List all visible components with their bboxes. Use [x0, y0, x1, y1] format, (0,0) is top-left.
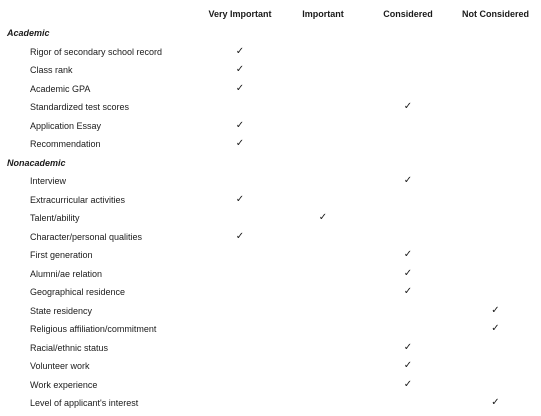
rating-cell-very-important [200, 117, 280, 136]
rating-cell-considered [366, 320, 450, 339]
factor-row [0, 283, 541, 302]
rating-cell-considered [366, 135, 450, 154]
rating-cell-not-considered [450, 302, 541, 321]
factor-name: Religious affiliation/commitment [30, 324, 157, 334]
rating-cell-considered [366, 43, 450, 62]
rating-cell-very-important [200, 43, 280, 62]
rating-cell-very-important [200, 80, 280, 99]
rating-cell-very-important [200, 172, 280, 191]
rating-cell-not-considered [450, 339, 541, 358]
check-mark-icon: ✓ [403, 286, 413, 297]
factor-name: Class rank [30, 65, 73, 75]
rating-cell-considered [366, 283, 450, 302]
factor-name: Volunteer work [30, 361, 90, 371]
rating-cell-very-important [200, 357, 280, 376]
header-row [0, 4, 541, 24]
factor-row [0, 209, 541, 228]
rating-cell-not-considered [450, 228, 541, 247]
rating-cell-not-considered [450, 191, 541, 210]
section-title: Nonacademic [7, 157, 66, 168]
factor-row [0, 43, 541, 62]
check-mark-icon: ✓ [403, 249, 413, 260]
rating-cell-not-considered [450, 376, 541, 395]
rating-cell-considered [366, 394, 450, 413]
rating-cell-not-considered [450, 43, 541, 62]
check-mark-icon: ✓ [403, 101, 413, 112]
factor-name: Rigor of secondary school record [30, 46, 163, 57]
rating-cell-not-considered [450, 98, 541, 117]
rating-cell-important [280, 357, 366, 376]
rating-cell-important [280, 302, 366, 321]
rating-cell-important [280, 320, 366, 339]
factor-row [0, 302, 541, 321]
rating-cell-not-considered [450, 357, 541, 376]
factor-row [0, 228, 541, 247]
rating-cell-very-important [200, 98, 280, 117]
check-mark-icon: ✓ [235, 138, 245, 149]
factor-row [0, 265, 541, 284]
rating-cell-considered [366, 191, 450, 210]
rating-cell-very-important [200, 283, 280, 302]
check-mark-icon: ✓ [235, 45, 245, 57]
factor-name: Recommendation [30, 139, 101, 149]
rating-cell-considered [366, 117, 450, 136]
check-mark-icon: ✓ [403, 378, 413, 390]
rating-cell-considered [366, 61, 450, 80]
rating-cell-not-considered [450, 320, 541, 339]
check-mark-icon: ✓ [403, 341, 413, 353]
rating-cell-considered [366, 339, 450, 358]
rating-cell-not-considered [450, 172, 541, 191]
factor-name: Work experience [30, 379, 98, 390]
factor-name: State residency [30, 305, 93, 316]
rating-cell-considered [366, 80, 450, 99]
rating-cell-not-considered [450, 209, 541, 228]
rating-cell-very-important [200, 61, 280, 80]
rating-cell-very-important [200, 376, 280, 395]
factor-row [0, 394, 541, 413]
rating-cell-considered [366, 246, 450, 265]
rating-cell-important [280, 135, 366, 154]
rating-cell-very-important [200, 320, 280, 339]
rating-cell-considered [366, 265, 450, 284]
factor-name: Level of applicant's interest [30, 398, 139, 408]
section-header-row [0, 154, 541, 173]
header-not-considered: Not Considered [461, 9, 529, 19]
rating-cell-very-important [200, 191, 280, 210]
check-mark-icon: ✓ [403, 175, 413, 186]
rating-cell-important [280, 246, 366, 265]
rating-cell-not-considered [450, 117, 541, 136]
rating-cell-considered [366, 302, 450, 321]
rating-cell-very-important [200, 246, 280, 265]
header-considered: Considered [383, 9, 433, 19]
factor-row [0, 339, 541, 358]
rating-cell-not-considered [450, 265, 541, 284]
factor-row [0, 246, 541, 265]
rating-cell-important [280, 283, 366, 302]
factor-name: Academic GPA [30, 83, 91, 94]
header-blank [0, 4, 200, 24]
rating-cell-very-important [200, 394, 280, 413]
rating-cell-important [280, 117, 366, 136]
admission-factors-table [0, 4, 541, 413]
rating-cell-important [280, 376, 366, 395]
rating-cell-important [280, 339, 366, 358]
check-mark-icon: ✓ [235, 119, 245, 131]
factor-name: Extracurricular activities [30, 194, 126, 205]
rating-cell-not-considered [450, 246, 541, 265]
factor-name: Alumni/ae relation [30, 268, 103, 279]
factor-name: First generation [30, 250, 93, 260]
rating-cell-considered [366, 209, 450, 228]
rating-cell-very-important [200, 302, 280, 321]
check-mark-icon: ✓ [235, 230, 245, 242]
rating-cell-not-considered [450, 61, 541, 80]
rating-cell-considered [366, 98, 450, 117]
rating-cell-very-important [200, 135, 280, 154]
rating-cell-important [280, 172, 366, 191]
rating-cell-very-important [200, 265, 280, 284]
rating-cell-not-considered [450, 283, 541, 302]
check-mark-icon: ✓ [235, 64, 245, 75]
rating-cell-important [280, 209, 366, 228]
factor-row [0, 98, 541, 117]
factor-row [0, 80, 541, 99]
rating-cell-important [280, 228, 366, 247]
rating-cell-important [280, 265, 366, 284]
factor-rows [0, 24, 541, 413]
rating-cell-not-considered [450, 135, 541, 154]
factor-row [0, 191, 541, 210]
factor-name: Racial/ethnic status [30, 342, 109, 353]
check-mark-icon: ✓ [235, 82, 245, 94]
rating-cell-not-considered [450, 394, 541, 413]
rating-cell-important [280, 394, 366, 413]
rating-cell-very-important [200, 209, 280, 228]
header-important: Important [302, 9, 344, 19]
factor-row [0, 135, 541, 154]
rating-cell-important [280, 61, 366, 80]
check-mark-icon: ✓ [403, 360, 413, 371]
section-title: Academic [7, 28, 50, 38]
rating-cell-considered [366, 228, 450, 247]
rating-cell-important [280, 80, 366, 99]
factor-name: Standardized test scores [30, 102, 130, 112]
rating-cell-important [280, 43, 366, 62]
rating-cell-considered [366, 357, 450, 376]
rating-cell-very-important [200, 228, 280, 247]
check-mark-icon: ✓ [491, 304, 500, 316]
rating-cell-considered [366, 376, 450, 395]
factor-name: Talent/ability [30, 213, 80, 223]
factor-row [0, 172, 541, 191]
section-header-row [0, 24, 541, 43]
rating-cell-very-important [200, 339, 280, 358]
rating-cell-considered [366, 172, 450, 191]
header-very-important: Very Important [208, 9, 272, 19]
rating-cell-important [280, 191, 366, 210]
check-mark-icon: ✓ [318, 212, 328, 223]
factor-name: Character/personal qualities [30, 231, 143, 242]
check-mark-icon: ✓ [403, 267, 413, 279]
factor-name: Application Essay [30, 120, 102, 131]
factor-row [0, 117, 541, 136]
factor-row [0, 320, 541, 339]
rating-cell-not-considered [450, 80, 541, 99]
check-mark-icon: ✓ [491, 397, 500, 408]
check-mark-icon: ✓ [491, 323, 500, 334]
factor-row [0, 61, 541, 80]
factor-row [0, 376, 541, 395]
factor-row [0, 357, 541, 376]
factor-name: Interview [30, 176, 67, 186]
rating-cell-important [280, 98, 366, 117]
check-mark-icon: ✓ [235, 193, 245, 205]
factor-name: Geographical residence [30, 287, 126, 297]
